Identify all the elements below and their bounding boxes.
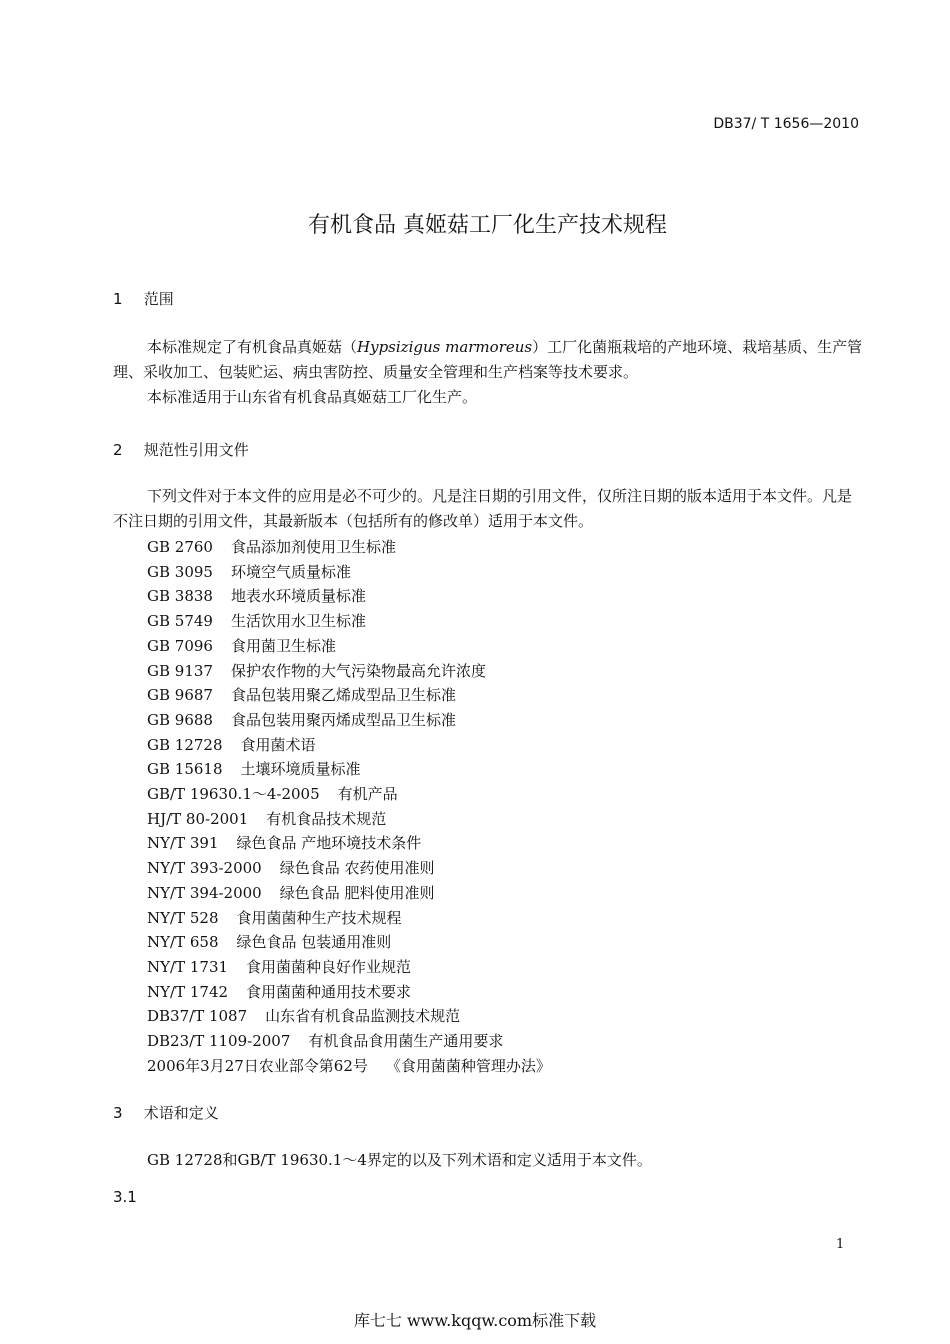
reference-title: 有机食品食用菌生产通用要求 [308, 1032, 504, 1050]
reference-title: 地表水环境质量标准 [230, 587, 366, 606]
reference-code: NY/T 1742 [147, 982, 229, 1001]
reference-item [147, 684, 456, 705]
section-number: 1 [113, 290, 123, 308]
references-intro: 下列文件对于本文件的应用是必不可少的。凡是注日期的引用文件，仅所注日期的版本适用于本文件。凡是不注日期的引用文件，其最新版本（包括所有的修改单）适用于本文件。 [113, 487, 853, 530]
reference-code: GB 2760 [147, 538, 213, 556]
reference-title: 绿色食品 产地环境技术条件 [236, 834, 422, 853]
reference-item [147, 931, 391, 952]
reference-code: NY/T 658 [147, 933, 219, 952]
reference-code: GB 9137 [147, 661, 213, 680]
section-title: 规范性引用文件 [143, 441, 249, 459]
reference-title: 食用菌术语 [240, 735, 316, 754]
footer-watermark: 库七七 www.kqqw.com标准下载 [353, 1311, 597, 1330]
reference-item [147, 1030, 503, 1051]
reference-item [147, 536, 396, 557]
reference-title: 绿色食品 肥料使用准则 [279, 883, 435, 902]
reference-title: 有机产品 [337, 785, 398, 803]
reference-item [147, 1055, 551, 1076]
reference-title: 生活饮用水卫生标准 [230, 612, 366, 631]
reference-title: 《食用菌菌种管理办法》 [385, 1056, 551, 1075]
document-code: DB37/ T 1656—2010 [713, 116, 859, 132]
reference-code: GB 5749 [147, 612, 213, 631]
reference-code: DB37/T 1087 [147, 1007, 248, 1026]
section-title: 范围 [143, 290, 174, 308]
reference-code: NY/T 391 [147, 834, 219, 853]
section-heading-scope [113, 288, 174, 309]
reference-title: 山东省有机食品监测技术规范 [265, 1007, 461, 1026]
reference-code: NY/T 528 [147, 908, 219, 927]
reference-code: GB 9687 [147, 686, 213, 705]
reference-title: 绿色食品 农药使用准则 [279, 859, 435, 878]
reference-title: 食用菌菌种通用技术要求 [246, 982, 412, 1001]
reference-title: 食用菌卫生标准 [230, 636, 336, 655]
reference-item [147, 956, 411, 977]
reference-code: NY/T 394-2000 [147, 883, 262, 902]
reference-item [147, 907, 402, 928]
text: 本标准规定了有机食品真姬菇（ [147, 338, 358, 356]
reference-title: 有机食品技术规范 [266, 809, 387, 828]
reference-item [147, 857, 435, 878]
reference-code: GB 3095 [147, 562, 213, 581]
reference-code: GB 3838 [147, 587, 213, 606]
reference-item [147, 660, 486, 681]
reference-code: GB 9688 [147, 710, 213, 729]
scope-paragraph [113, 335, 863, 385]
section-number: 3 [113, 1104, 123, 1122]
subsection-number: 3.1 [113, 1188, 137, 1206]
reference-item [147, 832, 421, 853]
reference-title: 绿色食品 包装通用准则 [236, 933, 392, 952]
reference-code: GB 15618 [147, 760, 223, 779]
reference-item [147, 783, 398, 804]
terms-intro: GB 12728和GB/T 19630.1～4界定的以及下列术语和定义适用于本文件。 [147, 1151, 652, 1169]
reference-code: GB/T 19630.1～4-2005 [147, 785, 320, 803]
reference-item [147, 981, 411, 1002]
reference-title: 食品包装用聚乙烯成型品卫生标准 [230, 686, 456, 705]
reference-title: 食品添加剂使用卫生标准 [230, 538, 396, 556]
reference-title: 环境空气质量标准 [230, 562, 351, 581]
section-title: 术语和定义 [143, 1104, 219, 1122]
reference-item [147, 734, 316, 755]
reference-item [147, 709, 456, 730]
reference-item [147, 882, 435, 903]
latin-name: Hypsizigus marmoreus [357, 338, 533, 356]
document-title: 有机食品 真姬菇工厂化生产技术规程 [308, 213, 667, 238]
reference-item [147, 1005, 460, 1026]
reference-title: 食品包装用聚丙烯成型品卫生标准 [230, 710, 456, 729]
reference-item [147, 585, 366, 606]
reference-code: GB 7096 [147, 636, 213, 655]
reference-title: 保护农作物的大气污染物最高允许浓度 [230, 661, 486, 680]
reference-title: 食用菌菌种良好作业规范 [246, 957, 412, 976]
reference-code: 2006年3月27日农业部令第62号 [147, 1056, 368, 1075]
reference-code: NY/T 1731 [147, 957, 229, 976]
reference-code: HJ/T 80-2001 [147, 809, 249, 828]
reference-item [147, 561, 351, 582]
reference-code: NY/T 393-2000 [147, 859, 262, 878]
text: ）工厂化菌瓶栽培的产地环境、栽培基质、生产管理、采收加工、包装贮运、病虫害防控、质量安全管理和生产档案等技术要求。 [113, 338, 863, 381]
reference-code: GB 12728 [147, 735, 223, 754]
scope-applicability: 本标准适用于山东省有机食品真姬菇工厂化生产。 [147, 388, 478, 406]
reference-title: 食用菌菌种生产技术规程 [236, 908, 402, 927]
section-heading-terms [113, 1102, 219, 1123]
reference-code: DB23/T 1109-2007 [147, 1032, 291, 1050]
reference-item [147, 610, 366, 631]
reference-title: 土壤环境质量标准 [240, 760, 361, 779]
reference-item [147, 635, 336, 656]
page-number: 1 [836, 1237, 845, 1252]
reference-item [147, 808, 386, 829]
section-number: 2 [113, 441, 123, 459]
section-heading-references [113, 439, 249, 460]
reference-item [147, 758, 361, 779]
